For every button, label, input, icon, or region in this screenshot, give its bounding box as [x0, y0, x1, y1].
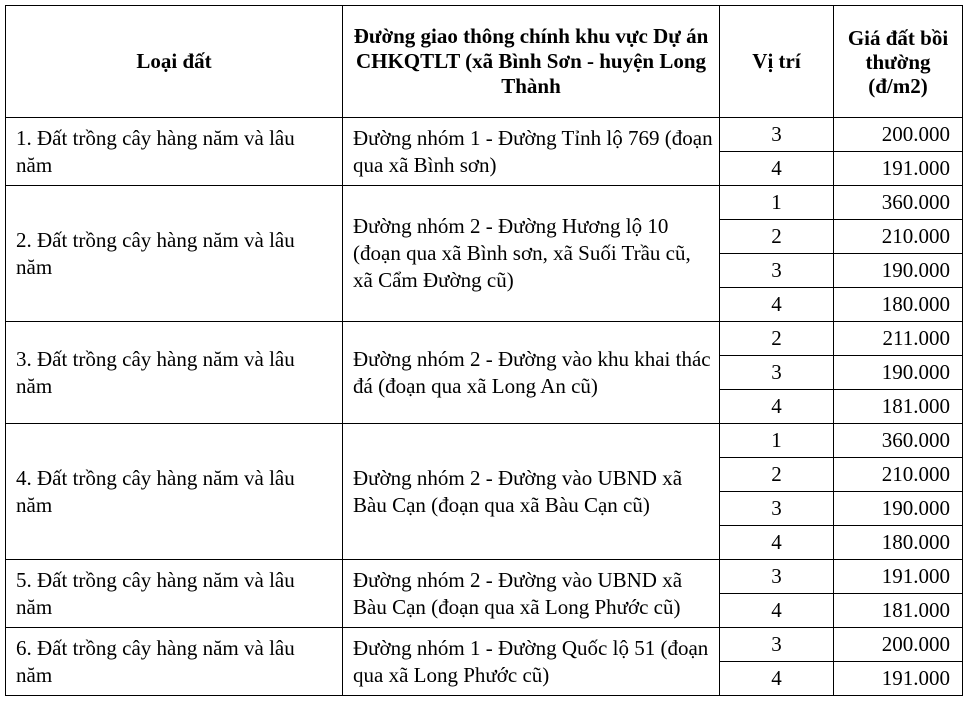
price-cell: 191.000 — [834, 662, 963, 696]
position-cell: 3 — [720, 560, 834, 594]
position-cell: 3 — [720, 118, 834, 152]
position-cell: 4 — [720, 288, 834, 322]
price-cell: 181.000 — [834, 390, 963, 424]
compensation-price-table — [5, 5, 963, 696]
table-row — [6, 322, 963, 356]
road-cell: Đường nhóm 2 - Đường vào UBND xã Bàu Cạn (đoạn qua xã Long Phước cũ) — [343, 560, 720, 628]
table-body — [6, 118, 963, 696]
position-cell: 4 — [720, 594, 834, 628]
position-cell: 3 — [720, 628, 834, 662]
price-cell: 191.000 — [834, 560, 963, 594]
price-cell: 190.000 — [834, 356, 963, 390]
position-cell: 4 — [720, 526, 834, 560]
table-row — [6, 560, 963, 594]
price-cell: 210.000 — [834, 220, 963, 254]
table-row — [6, 424, 963, 458]
road-cell: Đường nhóm 1 - Đường Tỉnh lộ 769 (đoạn qua xã Bình sơn) — [343, 118, 720, 186]
position-cell: 2 — [720, 458, 834, 492]
land-type-cell: 2. Đất trồng cây hàng năm và lâu năm — [6, 186, 343, 322]
position-cell: 2 — [720, 220, 834, 254]
position-cell: 4 — [720, 152, 834, 186]
header-land-type: Loại đất — [6, 6, 343, 118]
header-position: Vị trí — [720, 6, 834, 118]
header-road: Đường giao thông chính khu vực Dự án CHKQTLT (xã Bình Sơn - huyện Long Thành — [343, 6, 720, 118]
price-cell: 360.000 — [834, 186, 963, 220]
price-cell: 181.000 — [834, 594, 963, 628]
land-type-cell: 6. Đất trồng cây hàng năm và lâu năm — [6, 628, 343, 696]
header-price: Giá đất bồi thường (đ/m2) — [834, 6, 963, 118]
land-type-cell: 1. Đất trồng cây hàng năm và lâu năm — [6, 118, 343, 186]
position-cell: 3 — [720, 492, 834, 526]
price-cell: 191.000 — [834, 152, 963, 186]
land-type-cell: 5. Đất trồng cây hàng năm và lâu năm — [6, 560, 343, 628]
price-cell: 200.000 — [834, 118, 963, 152]
position-cell: 3 — [720, 254, 834, 288]
position-cell: 3 — [720, 356, 834, 390]
road-cell: Đường nhóm 2 - Đường vào UBND xã Bàu Cạn (đoạn qua xã Bàu Cạn cũ) — [343, 424, 720, 560]
price-cell: 190.000 — [834, 254, 963, 288]
price-cell: 210.000 — [834, 458, 963, 492]
price-cell: 211.000 — [834, 322, 963, 356]
table-row — [6, 186, 963, 220]
land-type-cell: 3. Đất trồng cây hàng năm và lâu năm — [6, 322, 343, 424]
position-cell: 1 — [720, 186, 834, 220]
header-row — [6, 6, 963, 118]
position-cell: 1 — [720, 424, 834, 458]
road-cell: Đường nhóm 1 - Đường Quốc lộ 51 (đoạn qua xã Long Phước cũ) — [343, 628, 720, 696]
price-cell: 180.000 — [834, 288, 963, 322]
position-cell: 4 — [720, 390, 834, 424]
price-cell: 360.000 — [834, 424, 963, 458]
land-type-cell: 4. Đất trồng cây hàng năm và lâu năm — [6, 424, 343, 560]
price-cell: 190.000 — [834, 492, 963, 526]
road-cell: Đường nhóm 2 - Đường vào khu khai thác đá (đoạn qua xã Long An cũ) — [343, 322, 720, 424]
price-cell: 200.000 — [834, 628, 963, 662]
road-cell: Đường nhóm 2 - Đường Hương lộ 10 (đoạn qua xã Bình sơn, xã Suối Trầu cũ, xã Cẩm Đường cũ) — [343, 186, 720, 322]
price-cell: 180.000 — [834, 526, 963, 560]
table-row — [6, 118, 963, 152]
position-cell: 2 — [720, 322, 834, 356]
position-cell: 4 — [720, 662, 834, 696]
table-row — [6, 628, 963, 662]
